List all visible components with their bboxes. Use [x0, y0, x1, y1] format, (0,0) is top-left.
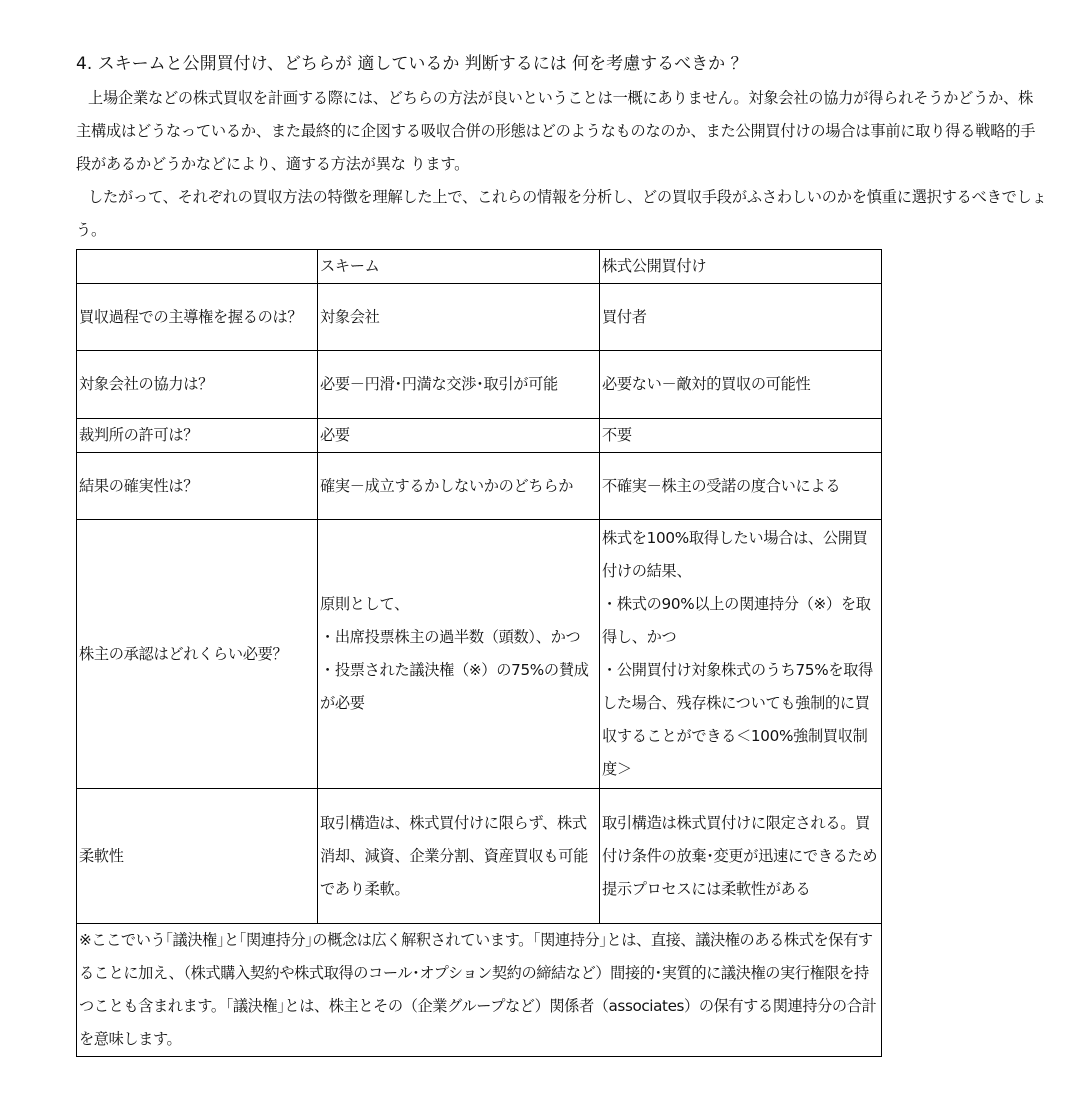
scheme-cell: 取引構造は、株式買付けに限らず、株式消却、減資、企業分割、資産買収も可能であり柔軟。 [318, 789, 600, 924]
conclusion-paragraph: したがって、それぞれの買収方法の特徴を理解した上で、これらの情報を分析し、どの買収手段がふさわしいのかを慎重に選択するべきでしょう。 [76, 188, 1047, 239]
table-row [77, 789, 882, 924]
tob-line: ・公開買付け対象株式のうち75%を取得した場合、残存株についても強制的に買収することができる＜100%強制買収制度＞ [602, 661, 874, 778]
scheme-cell [318, 520, 600, 789]
scheme-cell: 確実－成立するかしないかのどちらか [318, 453, 600, 520]
scheme-line: ・出席投票株主の過半数（頭数）、かつ [320, 628, 581, 646]
comparison-table [76, 249, 882, 1057]
header-cell-tob: 株式公開買付け [600, 250, 882, 284]
document [76, 50, 1048, 1057]
tob-line: ・株式の90%以上の関連持分（※）を取得し、かつ [602, 595, 871, 646]
table-row [77, 419, 882, 453]
scheme-line: 原則として、 [320, 595, 410, 613]
tob-cell [600, 520, 882, 789]
row-label: 買収過程での主導権を握るのは？ [77, 284, 318, 351]
section-heading: 4. スキームと公開買付け、どちらが 適しているか 判断するには 何を考慮するべきか ？ [76, 54, 748, 74]
header-cell-blank [77, 250, 318, 284]
intro-paragraph: 上場企業などの株式買収を計画する際には、どちらの方法が良いということは一概にありません。対象会社の協力が得られそうかどうか、株主構成はどうなっているか、また最終的に企図する吸収合併の形態はどのようなものなのか、また公開買付けの場合は事前に取り得る戦略的手段があるかどうかなどにより、適する方法が異な ります。 [76, 89, 1036, 173]
tob-cell: 不要 [600, 419, 882, 453]
row-label: 対象会社の協力は？ [77, 351, 318, 419]
table-header-row [77, 250, 882, 284]
row-label: 結果の確実性は？ [77, 453, 318, 520]
header-cell-scheme: スキーム [318, 250, 600, 284]
tob-cell: 必要ない－敵対的買収の可能性 [600, 351, 882, 419]
table-footnote: ※ここでいう｢議決権｣と｢関連持分｣の概念は広く解釈されています。｢関連持分｣とは、直接、議決権のある株式を保有することに加え、（株式購入契約や株式取得のコール･オプション契約の締結など）間接的･実質的に議決権の実行権限を持つことも含まれます。｢議決権｣とは、株主とその（企業グループなど）関係者（associates）の保有する関連持分の合計を意味します。 [77, 924, 882, 1057]
table-row [77, 284, 882, 351]
tob-line: 株式を100%取得したい場合は、公開買付けの結果、 [602, 529, 868, 580]
row-label: 柔軟性 [77, 789, 318, 924]
row-label: 株主の承認はどれくらい必要？ [77, 520, 318, 789]
scheme-cell: 必要 [318, 419, 600, 453]
table-row [77, 520, 882, 789]
row-label: 裁判所の許可は？ [77, 419, 318, 453]
tob-cell: 買付者 [600, 284, 882, 351]
tob-cell: 取引構造は株式買付けに限定される。買付け条件の放棄･変更が迅速にできるため提示プロセスには柔軟性がある [600, 789, 882, 924]
table-row [77, 453, 882, 520]
scheme-cell: 必要－円滑･円満な交渉･取引が可能 [318, 351, 600, 419]
tob-cell: 不確実－株主の受諾の度合いによる [600, 453, 882, 520]
table-note-row [77, 924, 882, 1057]
table-row [77, 351, 882, 419]
scheme-cell: 対象会社 [318, 284, 600, 351]
scheme-line: ・投票された議決権（※）の75%の賛成が必要 [320, 661, 589, 712]
